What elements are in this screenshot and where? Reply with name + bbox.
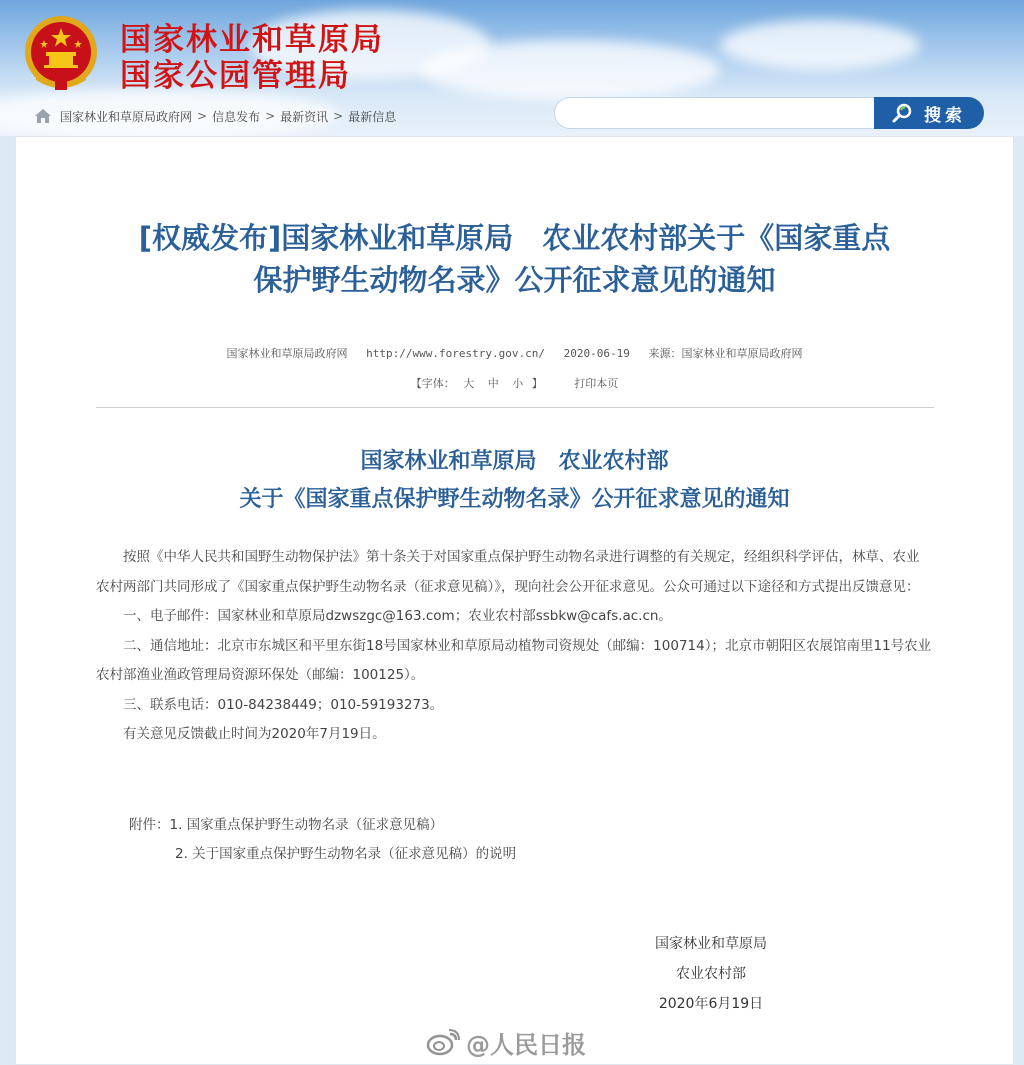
body-paragraph-email: 一、电子邮件：国家林业和草原局dzwszgc@163.com；农业农村部ssbkw@cafs.ac.cn。	[123, 608, 672, 624]
article-meta	[16, 345, 1013, 361]
attachment-item	[129, 811, 516, 840]
body-paragraph-phone: 三、联系电话：010-84238449；010-59193273。	[123, 696, 444, 713]
breadcrumb	[34, 106, 396, 126]
signature-date: 2020年6月19日	[658, 996, 764, 1012]
breadcrumb-separator: >	[333, 109, 344, 123]
attachments-list	[129, 811, 516, 869]
breadcrumb-separator: >	[197, 109, 208, 123]
notice-title	[16, 443, 1013, 519]
meta-source: 来源：国家林业和草原局政府网	[648, 347, 803, 360]
signature-org1: 国家林业和草原局	[655, 936, 767, 952]
national-emblem-icon	[22, 14, 100, 94]
meta-date: 2020-06-19	[563, 347, 630, 360]
signature-block	[626, 929, 796, 1019]
meta-source-site: 国家林业和草原局政府网	[226, 347, 348, 360]
signature-org2: 农业农村部	[676, 966, 746, 982]
article-container	[15, 136, 1014, 1065]
search-button-label: 搜索	[924, 105, 966, 125]
font-size-medium-button[interactable]: 中	[487, 377, 499, 390]
watermark-text: @人民日报	[466, 1030, 586, 1059]
meta-url[interactable]: http://www.forestry.gov.cn/	[366, 347, 545, 360]
body-paragraph-address: 二、通信地址：北京市东城区和平里东街18号国家林业和草原局动植物司资规处（邮编：100714）；北京市朝阳区农展馆南里11号农业农村部渔业渔政管理局资源环保处（邮编：100125）。	[96, 637, 932, 683]
attachments-label: 附件：	[129, 817, 170, 833]
agency-name-line1: 国家林业和草原局	[120, 22, 384, 58]
article-title	[16, 217, 1013, 301]
body-paragraph-deadline: 有关意见反馈截止时间为2020年7月19日。	[123, 726, 386, 742]
font-size-large-button[interactable]: 大	[463, 377, 475, 390]
divider	[96, 407, 934, 408]
agency-name-line2: 国家公园管理局	[120, 58, 351, 94]
notice-title-line1: 国家林业和草原局 农业农村部	[360, 449, 669, 474]
body-paragraph-intro: 按照《中华人民共和国野生动物保护法》第十条关于对国家重点保护野生动物名录进行调整的有关规定，经组织科学评估，林草、农业农村两部门共同形成了《国家重点保护野生动物名录（征求意见稿）》，现向社会公开征求意见。公众可通过以下途径和方式提出反馈意见：	[96, 549, 920, 595]
watermark	[426, 1022, 586, 1062]
site-header	[0, 0, 1024, 136]
font-controls-prefix: 【字体：	[410, 377, 455, 390]
font-size-controls	[16, 375, 1013, 391]
article-title-line2: 保护野生动物名录》公开征求意见的通知	[253, 263, 776, 297]
breadcrumb-latest-link[interactable]: 最新信息	[348, 109, 397, 124]
attachment-link-2[interactable]: 2. 关于国家重点保护野生动物名录（征求意见稿）的说明	[175, 846, 517, 862]
breadcrumb-separator: >	[265, 109, 276, 123]
search-input[interactable]	[554, 97, 878, 129]
breadcrumb-info-link[interactable]: 信息发布	[212, 109, 261, 124]
home-icon[interactable]	[34, 108, 52, 124]
attachment-item	[129, 840, 516, 869]
search-icon	[892, 103, 914, 123]
breadcrumb-news-link[interactable]: 最新资讯	[280, 109, 329, 124]
article-title-line1: [权威发布]国家林业和草原局 农业农村部关于《国家重点	[138, 221, 891, 255]
article-body	[96, 543, 932, 750]
weibo-icon	[426, 1028, 460, 1056]
breadcrumb-home-link[interactable]: 国家林业和草原局政府网	[60, 109, 193, 124]
font-size-small-button[interactable]: 小	[512, 377, 524, 390]
search-button[interactable]	[874, 97, 984, 129]
print-page-link[interactable]: 打印本页	[574, 377, 619, 390]
font-controls-suffix: 】	[531, 377, 543, 390]
attachment-link-1[interactable]: 1. 国家重点保护野生动物名录（征求意见稿）	[169, 817, 444, 833]
agency-name	[120, 22, 384, 94]
notice-title-line2: 关于《国家重点保护野生动物名录》公开征求意见的通知	[239, 487, 790, 512]
